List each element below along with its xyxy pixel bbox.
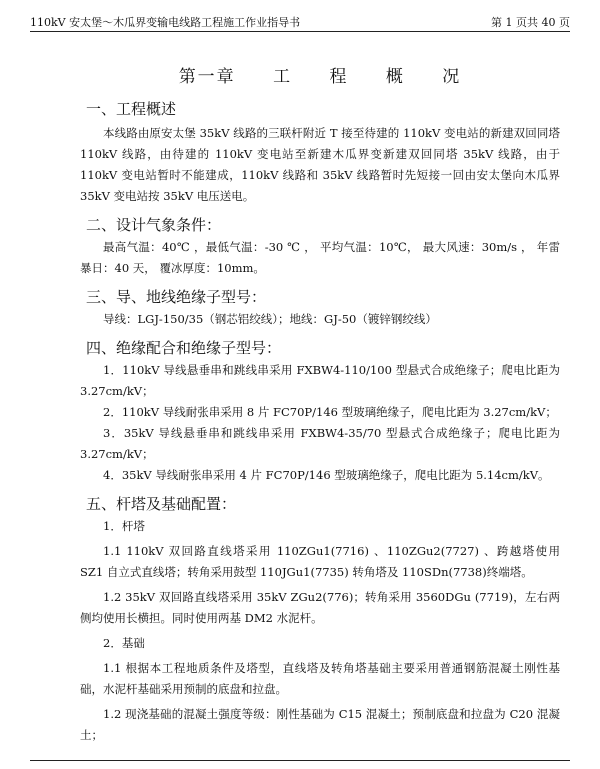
conductors-paragraph: 导线：LGJ-150/35（钢芯铝绞线）；地线：GJ-50（镀锌钢绞线） <box>103 312 437 326</box>
section-heading-insulators: 四、绝缘配合和绝缘子型号： <box>86 339 282 357</box>
tower-paragraph: 1.2 35kV 双回路直线塔采用 35kV ZGu2(776)；转角采用 3560DGu (7719)，左右两侧均使用长横担。同时使用两基 DM2 水泥杆。 <box>80 590 560 625</box>
section-heading-conductors: 三、导、地线绝缘子型号： <box>86 288 267 306</box>
overview-paragraph: 本线路由原安太堡 35kV 线路的三联杆附近 T 接至待建的 110kV 变电站的新建双回同塔 110kV 线路，由待建的 110kV 变电站至新建木瓜界变新建双回同塔 35kV 线路，由于 110kV 变电站暂时不能建成，110kV 线路和 35kV 线路暂时先短接一回由安太堡向木瓜界 35kV 变电站按 35kV 电压送电。 <box>80 126 560 203</box>
insulator-item: 1．110kV 导线悬垂串和跳线串采用 FXBW4-110/100 型悬式合成绝缘子；爬电比距为 3.27cm/kV； <box>80 363 560 398</box>
page-body <box>80 62 560 746</box>
chapter-title: 第一章 工 程 概 况 <box>178 67 462 87</box>
section-heading-towers: 五、杆塔及基础配置： <box>86 495 237 513</box>
insulator-item: 2．110kV 导线耐张串采用 8 片 FC70P/146 型玻璃绝缘子，爬电比距为 3.27cm/kV； <box>103 405 557 419</box>
section-heading-weather: 二、设计气象条件： <box>86 216 222 234</box>
footer-rule <box>30 760 570 761</box>
subheading-foundation: 2．基础 <box>103 636 145 650</box>
section-heading-overview: 一、工程概述 <box>86 100 177 118</box>
insulator-item: 4．35kV 导线耐张串采用 4 片 FC70P/146 型玻璃绝缘子，爬电比距为 5.14cm/kV。 <box>103 468 550 482</box>
document-title: 110kV 安太堡～木瓜界变输电线路工程施工作业指导书 <box>30 16 301 29</box>
header-rule <box>30 31 570 32</box>
foundation-paragraph: 1.1 根据本工程地质条件及塔型，直线塔及转角塔基础主要采用普通钢筋混凝土刚性基础，水泥杆基础采用预制的底盘和拉盘。 <box>80 661 560 696</box>
foundation-paragraph: 1.2 现浇基础的混凝土强度等级：刚性基础为 C15 混凝土；预制底盘和拉盘为 C20 混凝土； <box>80 707 560 742</box>
page-number: 第 1 页共 40 页 <box>491 16 570 29</box>
subheading-towers: 1．杆塔 <box>103 519 145 533</box>
tower-paragraph: 1.1 110kV 双回路直线塔采用 110ZGu1(7716) 、110ZGu2(7727) 、跨越塔使用 SZ1 自立式直线塔；转角采用鼓型 110JGu1(7735) 转角塔及 110SDn(7738)终端塔。 <box>80 544 560 579</box>
weather-paragraph: 最高气温：40℃ ，最低气温：-30 ℃ ， 平均气温：10℃， 最大风速：30m/s ， 年雷暴日：40 天， 覆冰厚度：10mm。 <box>80 240 560 275</box>
insulator-item: 3．35kV 导线悬垂串和跳线串采用 FXBW4-35/70 型悬式合成绝缘子；爬电比距为 3.27cm/kV； <box>80 426 560 461</box>
page-header <box>30 10 570 30</box>
